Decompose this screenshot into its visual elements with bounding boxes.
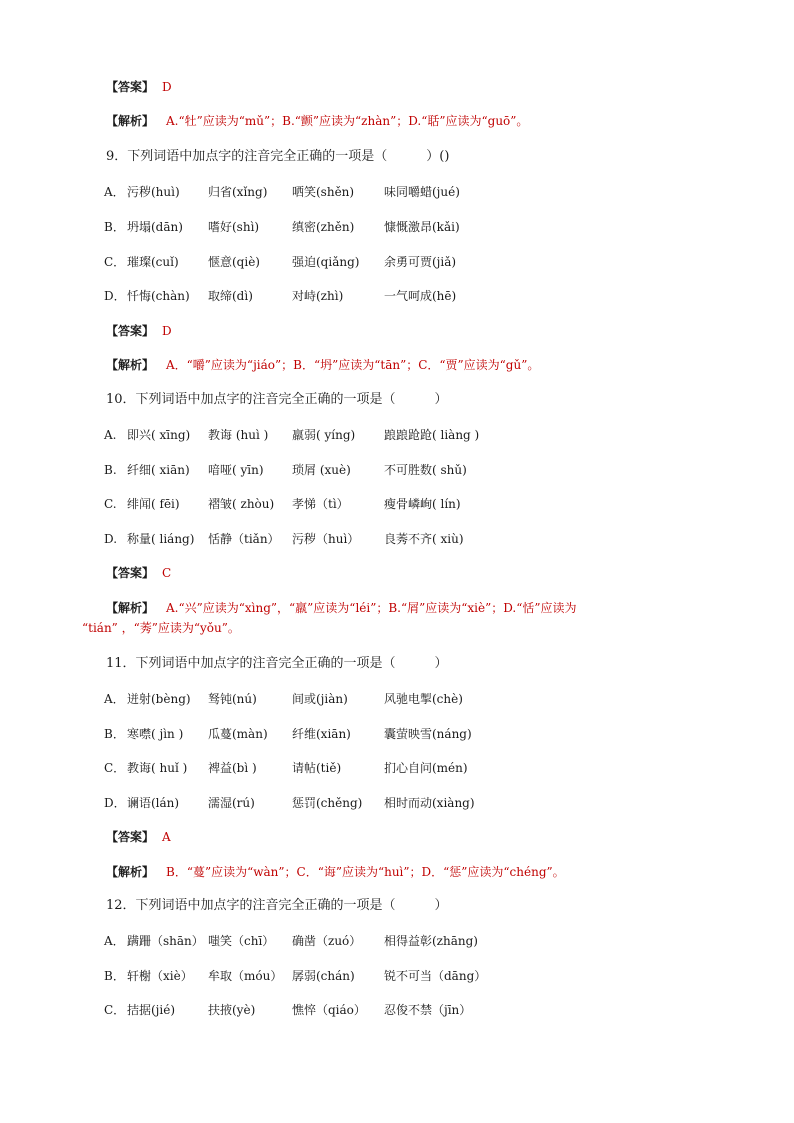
option-letter: D． [104, 796, 126, 810]
option-term: 请帖(tiě) [292, 761, 342, 775]
option-term: 瓜蔓(màn) [208, 727, 268, 741]
answer-label: 【答案】 [106, 830, 155, 844]
option-letter: A． [104, 692, 125, 706]
option-term: 璀璨(cuǐ) [127, 255, 179, 269]
option-letter: B. [104, 463, 117, 477]
analysis-label: 【解析】 [106, 601, 155, 615]
option-letter: C． [104, 761, 126, 775]
answer-text: D [162, 324, 172, 338]
option-term: 绯闻( fēi) [127, 497, 180, 511]
option-term: 忍俊不禁（jīn） [384, 1003, 472, 1017]
option-term: 慷慨激昂(kǎi) [384, 220, 460, 234]
option-term: 羸弱( yíng) [292, 428, 356, 442]
analysis-continuation: “tián” ，“莠”应读为“yǒu”。 [82, 621, 240, 635]
answer-text: D [162, 80, 172, 94]
option-term: 锐不可当（dāng） [384, 969, 487, 983]
option-term: 纤细( xiān) [127, 463, 190, 477]
analysis-label: 【解析】 [106, 865, 155, 879]
option-letter: A． [104, 185, 125, 199]
question-stem: 10．下列词语中加点字的注音完全正确的一项是（ ） [106, 392, 448, 407]
option-term: 褶皱( zhòu) [208, 497, 275, 511]
option-term: 味同嚼蜡(jué) [384, 185, 460, 199]
analysis-text: B．“蔓”应读为“wàn”；C．“诲”应读为“huì”；D．“惩”应读为“chéng”。 [166, 865, 565, 879]
option-term: 教诲 (huì ) [208, 428, 269, 442]
option-term: 轩榭（xiè） [127, 969, 193, 983]
option-term: 即兴( xīng) [127, 428, 191, 442]
option-letter: C． [104, 255, 126, 269]
option-term: 琐屑 (xuè) [292, 463, 351, 477]
option-term: 孝悌（tì） [292, 497, 349, 511]
option-term: 确凿（zuó） [292, 934, 362, 948]
option-term: 濡湿(rú) [208, 796, 255, 810]
option-term: 裨益(bì ) [208, 761, 257, 775]
option-term: 污秽（huì） [292, 532, 360, 546]
option-term: 囊萤映雪(náng) [384, 727, 472, 741]
option-term: 憔悴（qiáo） [292, 1003, 366, 1017]
option-letter: C． [104, 1003, 126, 1017]
option-letter: B． [104, 727, 125, 741]
answer-text: C [162, 566, 172, 580]
answer-text: A [162, 830, 171, 844]
option-letter: A． [104, 934, 125, 948]
option-term: 拮据(jié) [127, 1003, 176, 1017]
option-term: 相得益彰(zhāng) [384, 934, 478, 948]
question-stem: 9．下列词语中加点字的注音完全正确的一项是（ ）() [106, 149, 450, 164]
option-term: 良莠不齐( xiù) [384, 532, 464, 546]
option-term: 惬意(qiè) [208, 255, 260, 269]
analysis-text: A．“嚼”应读为“jiáo”；B．“坍”应读为“tān”；C．“贾”应读为“gǔ”。 [166, 358, 540, 372]
option-term: 污秽(huì) [127, 185, 180, 199]
option-letter: D． [104, 289, 126, 303]
option-letter: C. [104, 497, 117, 511]
analysis-label: 【解析】 [106, 358, 155, 372]
answer-label: 【答案】 [106, 80, 155, 94]
analysis-label: 【解析】 [106, 114, 155, 128]
option-term: 寒噤( jìn ) [127, 727, 184, 741]
option-term: 驽钝(nú) [208, 692, 257, 706]
option-term: 蹒跚（shān） [127, 934, 204, 948]
option-term: 归省(xǐng) [208, 185, 268, 199]
option-term: 对峙(zhì) [292, 289, 344, 303]
option-term: 称量( liáng) [127, 532, 195, 546]
option-term: 瘦骨嶙峋( lín) [384, 497, 461, 511]
option-letter: A. [104, 428, 117, 442]
option-term: 扪心自问(mén) [384, 761, 468, 775]
option-term: 哂笑(shěn) [292, 185, 355, 199]
option-term: 嗤笑（chī） [208, 934, 275, 948]
option-term: 不可胜数( shǔ) [384, 463, 467, 477]
option-letter: D. [104, 532, 118, 546]
question-stem: 12．下列词语中加点字的注音完全正确的一项是（ ） [106, 898, 448, 913]
option-letter: B． [104, 220, 125, 234]
option-term: 孱弱(chán) [292, 969, 355, 983]
option-term: 一气呵成(hē) [384, 289, 457, 303]
option-term: 教诲( huǐ ) [127, 761, 188, 775]
option-term: 忏悔(chàn) [127, 289, 190, 303]
option-term: 风驰电掣(chè) [384, 692, 463, 706]
option-term: 嗜好(shì) [208, 220, 260, 234]
option-term: 踉踉跄跄( liàng ) [384, 428, 480, 442]
option-term: 相时而动(xiàng) [384, 796, 475, 810]
analysis-text: A.“兴”应读为“xìng”，“羸”应读为“léi”；B.“屑”应读为“xiè”；D.“恬”应读为 [166, 601, 577, 615]
option-term: 强迫(qiǎng) [292, 255, 360, 269]
option-term: 恬静（tiǎn） [208, 532, 280, 546]
option-term: 取缔(dì) [208, 289, 253, 303]
answer-label: 【答案】 [106, 324, 155, 338]
option-term: 谰语(lán) [127, 796, 180, 810]
option-term: 牟取（móu） [208, 969, 283, 983]
option-letter: B． [104, 969, 125, 983]
option-term: 迸射(bèng) [127, 692, 191, 706]
option-term: 余勇可贾(jiǎ) [384, 255, 457, 269]
option-term: 喑哑( yīn) [208, 463, 264, 477]
option-term: 缜密(zhěn) [292, 220, 355, 234]
option-term: 纤维(xiān) [292, 727, 351, 741]
option-term: 惩罚(chěng) [292, 796, 363, 810]
option-term: 扶掖(yè) [208, 1003, 256, 1017]
option-term: 坍塌(dān) [127, 220, 183, 234]
question-stem: 11．下列词语中加点字的注音完全正确的一项是（ ） [106, 656, 448, 671]
analysis-text: A.“牡”应读为“mǔ”；B.“颤”应读为“zhàn”；D.“聒”应读为“guō”。 [166, 114, 529, 128]
option-term: 间或(jiàn) [292, 692, 348, 706]
answer-label: 【答案】 [106, 566, 155, 580]
